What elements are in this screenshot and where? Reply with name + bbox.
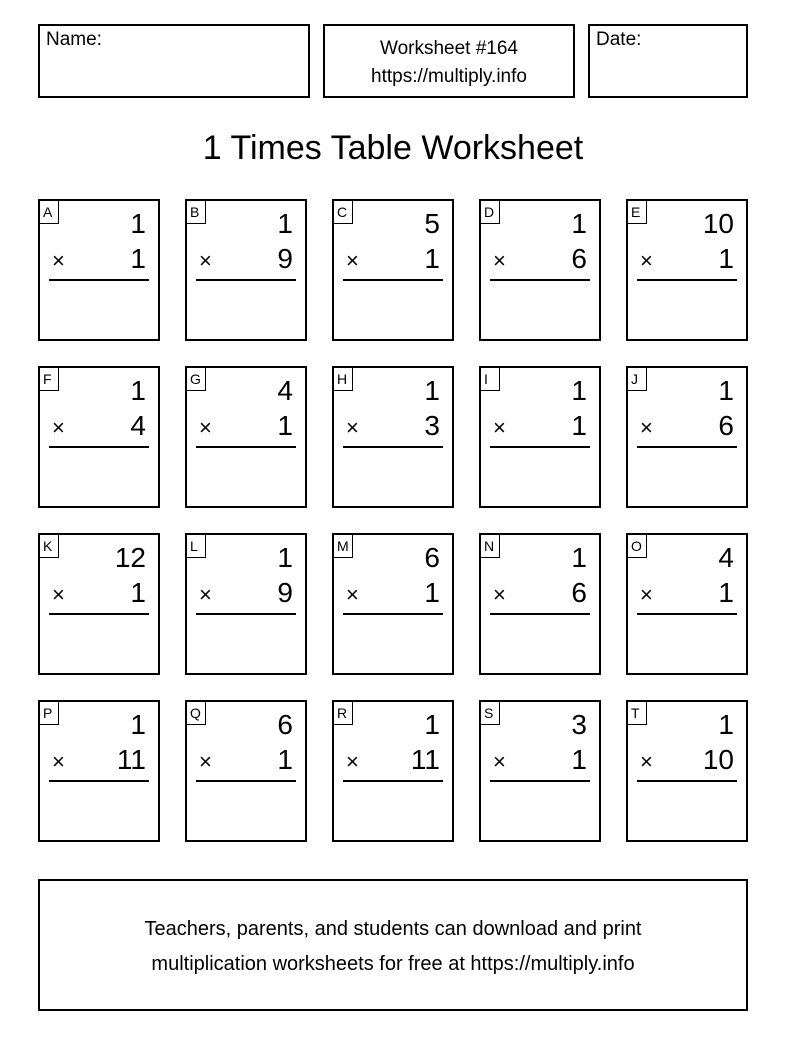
date-field-box[interactable]	[588, 24, 748, 98]
problem-label: N	[480, 534, 500, 558]
multiply-sign: ×	[199, 749, 212, 774]
problem-bottom-number: 9	[277, 577, 293, 608]
problem-card[interactable]	[332, 700, 454, 842]
problem-bottom-number: 1	[130, 577, 146, 608]
problem-card[interactable]	[479, 199, 601, 341]
multiply-sign: ×	[346, 248, 359, 273]
multiply-sign: ×	[199, 582, 212, 607]
problem-bottom-number: 1	[718, 243, 734, 274]
name-field-box[interactable]	[38, 24, 310, 98]
problem-bottom-number: 1	[130, 243, 146, 274]
problem-label: I	[480, 367, 500, 391]
problem-top-number: 1	[718, 375, 734, 406]
problem-card[interactable]	[626, 199, 748, 341]
problem-top-number: 6	[424, 542, 440, 573]
answer-line	[343, 613, 443, 615]
problem-bottom-number: 11	[116, 744, 146, 775]
answer-line	[490, 279, 590, 281]
problem-card[interactable]	[332, 366, 454, 508]
multiply-sign: ×	[199, 248, 212, 273]
problem-bottom-number: 1	[277, 744, 293, 775]
problem-top-number: 1	[277, 208, 293, 239]
worksheet-site: https://multiply.info	[371, 66, 527, 87]
problem-bottom-number: 6	[571, 243, 587, 274]
date-label: Date:	[596, 29, 642, 50]
problem-card[interactable]	[479, 700, 601, 842]
problem-label: S	[480, 701, 500, 725]
problem-top-number: 4	[277, 375, 293, 406]
problem-card[interactable]	[185, 366, 307, 508]
problem-top-number: 1	[424, 375, 440, 406]
multiply-sign: ×	[346, 582, 359, 607]
problem-top-number: 5	[424, 208, 440, 239]
multiply-sign: ×	[52, 248, 65, 273]
problem-card[interactable]	[626, 533, 748, 675]
multiply-sign: ×	[493, 582, 506, 607]
problem-card[interactable]	[626, 366, 748, 508]
multiply-sign: ×	[640, 749, 653, 774]
problem-bottom-number: 1	[571, 410, 587, 441]
problem-card[interactable]	[332, 199, 454, 341]
problem-bottom-number: 6	[718, 410, 734, 441]
problem-bottom-number: 1	[424, 577, 440, 608]
problem-bottom-number: 1	[424, 243, 440, 274]
problem-card[interactable]	[38, 366, 160, 508]
multiply-sign: ×	[346, 415, 359, 440]
problem-label: O	[627, 534, 647, 558]
problem-top-number: 1	[571, 375, 587, 406]
worksheet-number: Worksheet #164	[379, 38, 518, 59]
problem-card[interactable]	[479, 366, 601, 508]
problem-card[interactable]	[38, 199, 160, 341]
answer-line	[490, 780, 590, 782]
footer-box	[38, 879, 748, 1011]
problem-label: K	[39, 534, 59, 558]
problem-card[interactable]	[185, 199, 307, 341]
problem-top-number: 1	[130, 208, 146, 239]
problem-top-number: 4	[718, 542, 734, 573]
problem-top-number: 3	[571, 709, 587, 740]
multiply-sign: ×	[52, 415, 65, 440]
answer-line	[196, 279, 296, 281]
problem-label: R	[333, 701, 353, 725]
multiply-sign: ×	[199, 415, 212, 440]
problem-label: B	[186, 200, 206, 224]
problem-label: T	[627, 701, 647, 725]
problem-label: A	[39, 200, 59, 224]
problem-top-number: 1	[277, 542, 293, 573]
problem-label: F	[39, 367, 59, 391]
problem-card[interactable]	[332, 533, 454, 675]
answer-line	[637, 613, 737, 615]
answer-line	[49, 279, 149, 281]
problem-bottom-number: 4	[130, 410, 146, 441]
multiply-sign: ×	[493, 415, 506, 440]
multiply-sign: ×	[52, 582, 65, 607]
multiply-sign: ×	[640, 582, 653, 607]
problem-bottom-number: 11	[410, 744, 440, 775]
answer-line	[49, 446, 149, 448]
multiply-sign: ×	[640, 415, 653, 440]
problem-label: P	[39, 701, 59, 725]
problem-bottom-number: 1	[277, 410, 293, 441]
multiply-sign: ×	[52, 749, 65, 774]
problem-label: C	[333, 200, 353, 224]
answer-line	[637, 279, 737, 281]
problem-card[interactable]	[38, 533, 160, 675]
answer-line	[196, 613, 296, 615]
problem-top-number: 1	[571, 208, 587, 239]
problem-label: G	[186, 367, 206, 391]
problem-label: D	[480, 200, 500, 224]
problem-top-number: 1	[424, 709, 440, 740]
answer-line	[196, 446, 296, 448]
problem-label: J	[627, 367, 647, 391]
answer-line	[490, 446, 590, 448]
multiply-sign: ×	[346, 749, 359, 774]
problem-card[interactable]	[185, 700, 307, 842]
problem-card[interactable]	[38, 700, 160, 842]
answer-line	[343, 780, 443, 782]
problem-bottom-number: 9	[277, 243, 293, 274]
answer-line	[49, 613, 149, 615]
problem-label: H	[333, 367, 353, 391]
problem-top-number: 1	[718, 709, 734, 740]
footer-line-2: multiplication worksheets for free at https://multiply.info	[151, 953, 635, 975]
multiply-sign: ×	[493, 749, 506, 774]
answer-line	[196, 780, 296, 782]
problem-top-number: 1	[130, 709, 146, 740]
answer-line	[637, 780, 737, 782]
answer-line	[49, 780, 149, 782]
page-title: 1 Times Table Worksheet	[202, 129, 584, 167]
problem-bottom-number: 1	[571, 744, 587, 775]
answer-line	[343, 446, 443, 448]
problem-card[interactable]	[626, 700, 748, 842]
problem-label: M	[333, 534, 353, 558]
answer-line	[637, 446, 737, 448]
problem-card[interactable]	[185, 533, 307, 675]
problem-label: E	[627, 200, 647, 224]
problem-bottom-number: 3	[424, 410, 440, 441]
problem-label: Q	[186, 701, 206, 725]
multiply-sign: ×	[493, 248, 506, 273]
problem-top-number: 6	[277, 709, 293, 740]
problem-bottom-number: 1	[718, 577, 734, 608]
answer-line	[490, 613, 590, 615]
worksheet-info-box	[323, 24, 575, 98]
problem-card[interactable]	[479, 533, 601, 675]
problem-label: L	[186, 534, 206, 558]
multiply-sign: ×	[640, 248, 653, 273]
problem-bottom-number: 10	[702, 744, 734, 775]
answer-line	[343, 279, 443, 281]
problem-top-number: 12	[114, 542, 146, 573]
problem-bottom-number: 6	[571, 577, 587, 608]
problem-top-number: 1	[130, 375, 146, 406]
problem-top-number: 10	[702, 208, 734, 239]
footer-line-1: Teachers, parents, and students can download and print	[144, 918, 642, 940]
problem-top-number: 1	[571, 542, 587, 573]
name-label: Name:	[46, 29, 102, 50]
